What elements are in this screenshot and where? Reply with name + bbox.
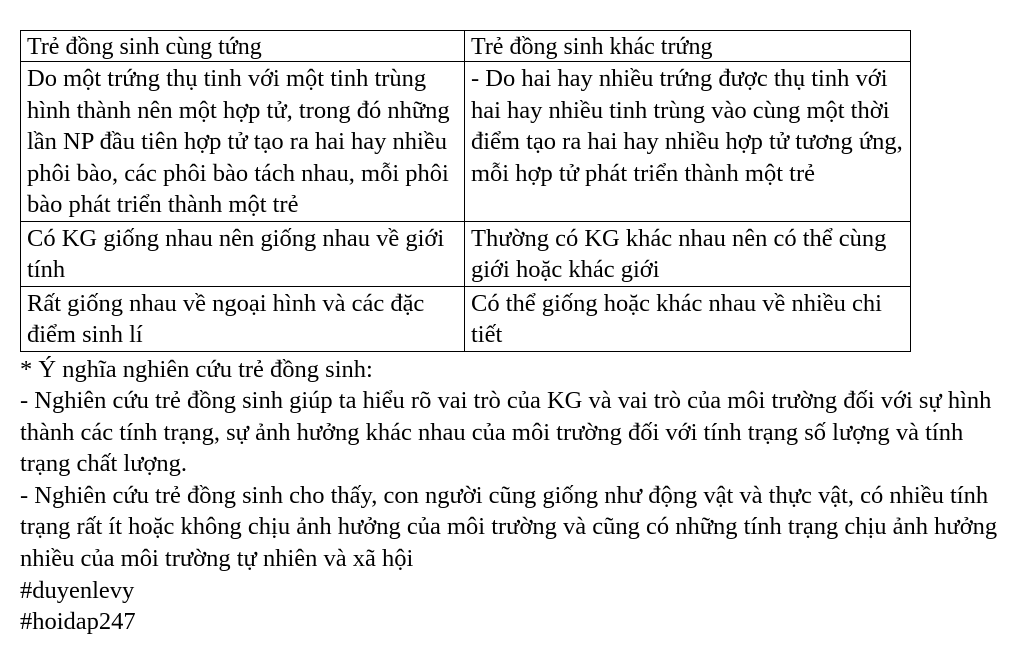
document	[20, 30, 1020, 638]
table-header-row	[21, 31, 911, 62]
table-row	[21, 62, 911, 222]
header-identical-twins: Trẻ đồng sinh cùng tứng	[21, 31, 465, 62]
table-row	[21, 221, 911, 286]
significance-point-2: - Nghiên cứu trẻ đồng sinh cho thấy, con người cũng giống như động vật và thực vật, có nhiều tính trạng rất ít hoặc không chịu ảnh hưởng của môi trường và cũng có những tính trạng chịu ảnh hưởng nhiều của môi trường tự nhiên và xã hội	[20, 481, 998, 573]
cell-genotype-identical: Có KG giống nhau nên giống nhau về giới tính	[21, 221, 465, 286]
significance-heading: * Ý nghĩa nghiên cứu trẻ đồng sinh:	[20, 355, 373, 383]
header-fraternal-twins: Trẻ đồng sinh khác trứng	[465, 31, 911, 62]
cell-appearance-fraternal: Có thể giống hoặc khác nhau về nhiều chi tiết	[465, 286, 911, 351]
cell-appearance-identical: Rất giống nhau về ngoại hình và các đặc điểm sinh lí	[21, 286, 465, 351]
significance-point-1: - Nghiên cứu trẻ đồng sinh giúp ta hiểu rõ vai trò của KG và vai trò của môi trường đối với sự hình thành các tính trạng, sự ảnh hưởng khác nhau của môi trường đối với tính trạng số lượng và tính trạng chất lượng.	[20, 387, 992, 478]
hashtag-author: #duyenlevy	[20, 576, 135, 604]
comparison-table	[20, 30, 911, 352]
hashtag-site: #hoidap247	[20, 608, 136, 636]
cell-origin-fraternal: - Do hai hay nhiều trứng được thụ tinh với hai hay nhiều tinh trùng vào cùng một thời điểm tạo ra hai hay nhiều hợp tử tương ứng, mỗi hợp tử phát triển thành một trẻ	[465, 62, 911, 222]
cell-genotype-fraternal: Thường có KG khác nhau nên có thể cùng giới hoặc khác giới	[465, 221, 911, 286]
cell-origin-identical: Do một trứng thụ tinh với một tinh trùng hình thành nên một hợp tử, trong đó những lần NP đầu tiên hợp tử tạo ra hai hay nhiều phôi bào, các phôi bào tách nhau, mỗi phôi bào phát triển thành một trẻ	[21, 62, 465, 222]
table-row	[21, 286, 911, 351]
